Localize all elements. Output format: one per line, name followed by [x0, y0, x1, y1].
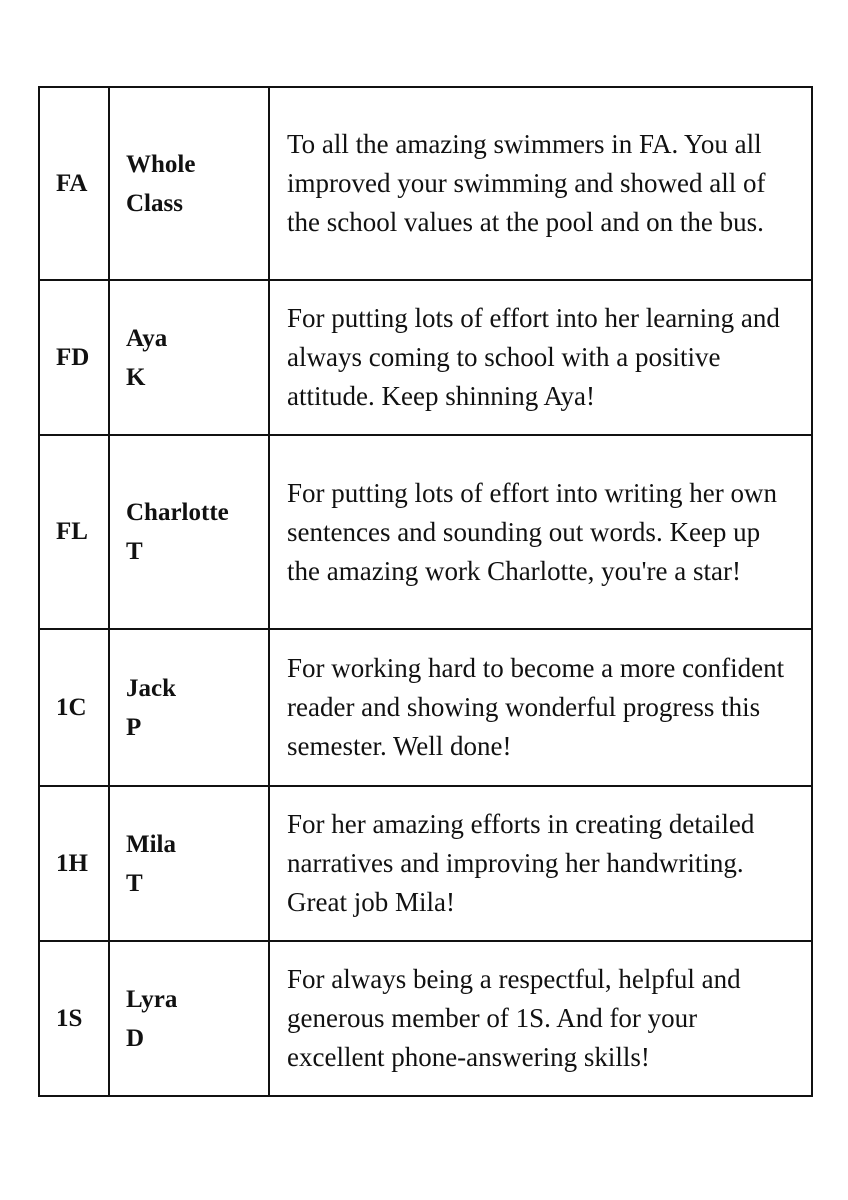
student-name-line: Charlotte — [126, 499, 229, 526]
student-name-line: Mila — [126, 830, 176, 858]
student-name-cell — [109, 786, 269, 941]
student-name-line: Jack — [126, 674, 176, 702]
table-row — [39, 435, 812, 629]
student-name-line: T — [126, 869, 143, 897]
student-name-cell — [109, 629, 269, 786]
awards-table — [38, 86, 813, 1097]
student-name-line: Aya — [126, 324, 168, 352]
award-message-cell: For her amazing efforts in creating detailed narratives and improving her handwriting. Great job Mila! — [269, 786, 812, 941]
award-message-cell: For putting lots of effort into her learning and always coming to school with a positive attitude. Keep shinning Aya! — [269, 280, 812, 435]
award-message-cell: For always being a respectful, helpful and generous member of 1S. And for your excellent phone-answering skills! — [269, 941, 812, 1096]
student-name-line: Class — [126, 189, 183, 217]
student-name-line: T — [126, 538, 143, 565]
table-row — [39, 786, 812, 941]
student-name-cell — [109, 941, 269, 1096]
award-message-cell: For working hard to become a more confident reader and showing wonderful progress this semester. Well done! — [269, 629, 812, 786]
class-cell: FA — [39, 87, 109, 280]
table-row — [39, 629, 812, 786]
table-row — [39, 87, 812, 280]
class-cell: 1S — [39, 941, 109, 1096]
student-name-line: D — [126, 1024, 145, 1052]
table-row — [39, 941, 812, 1096]
award-message-cell: For putting lots of effort into writing her own sentences and sounding out words. Keep up the amazing work Charlotte, you're a star! — [269, 435, 812, 629]
student-name-cell — [109, 280, 269, 435]
student-name-cell — [109, 435, 269, 629]
student-name-line: P — [126, 713, 142, 741]
student-name-line: K — [126, 363, 146, 391]
class-cell: FL — [39, 435, 109, 629]
table-row — [39, 280, 812, 435]
class-cell: 1H — [39, 786, 109, 941]
student-name-line: Lyra — [126, 985, 178, 1013]
award-message-cell: To all the amazing swimmers in FA. You all improved your swimming and showed all of the school values at the pool and on the bus. — [269, 87, 812, 280]
student-name-line: Whole — [126, 150, 196, 178]
class-cell: FD — [39, 280, 109, 435]
student-name-cell — [109, 87, 269, 280]
class-cell: 1C — [39, 629, 109, 786]
